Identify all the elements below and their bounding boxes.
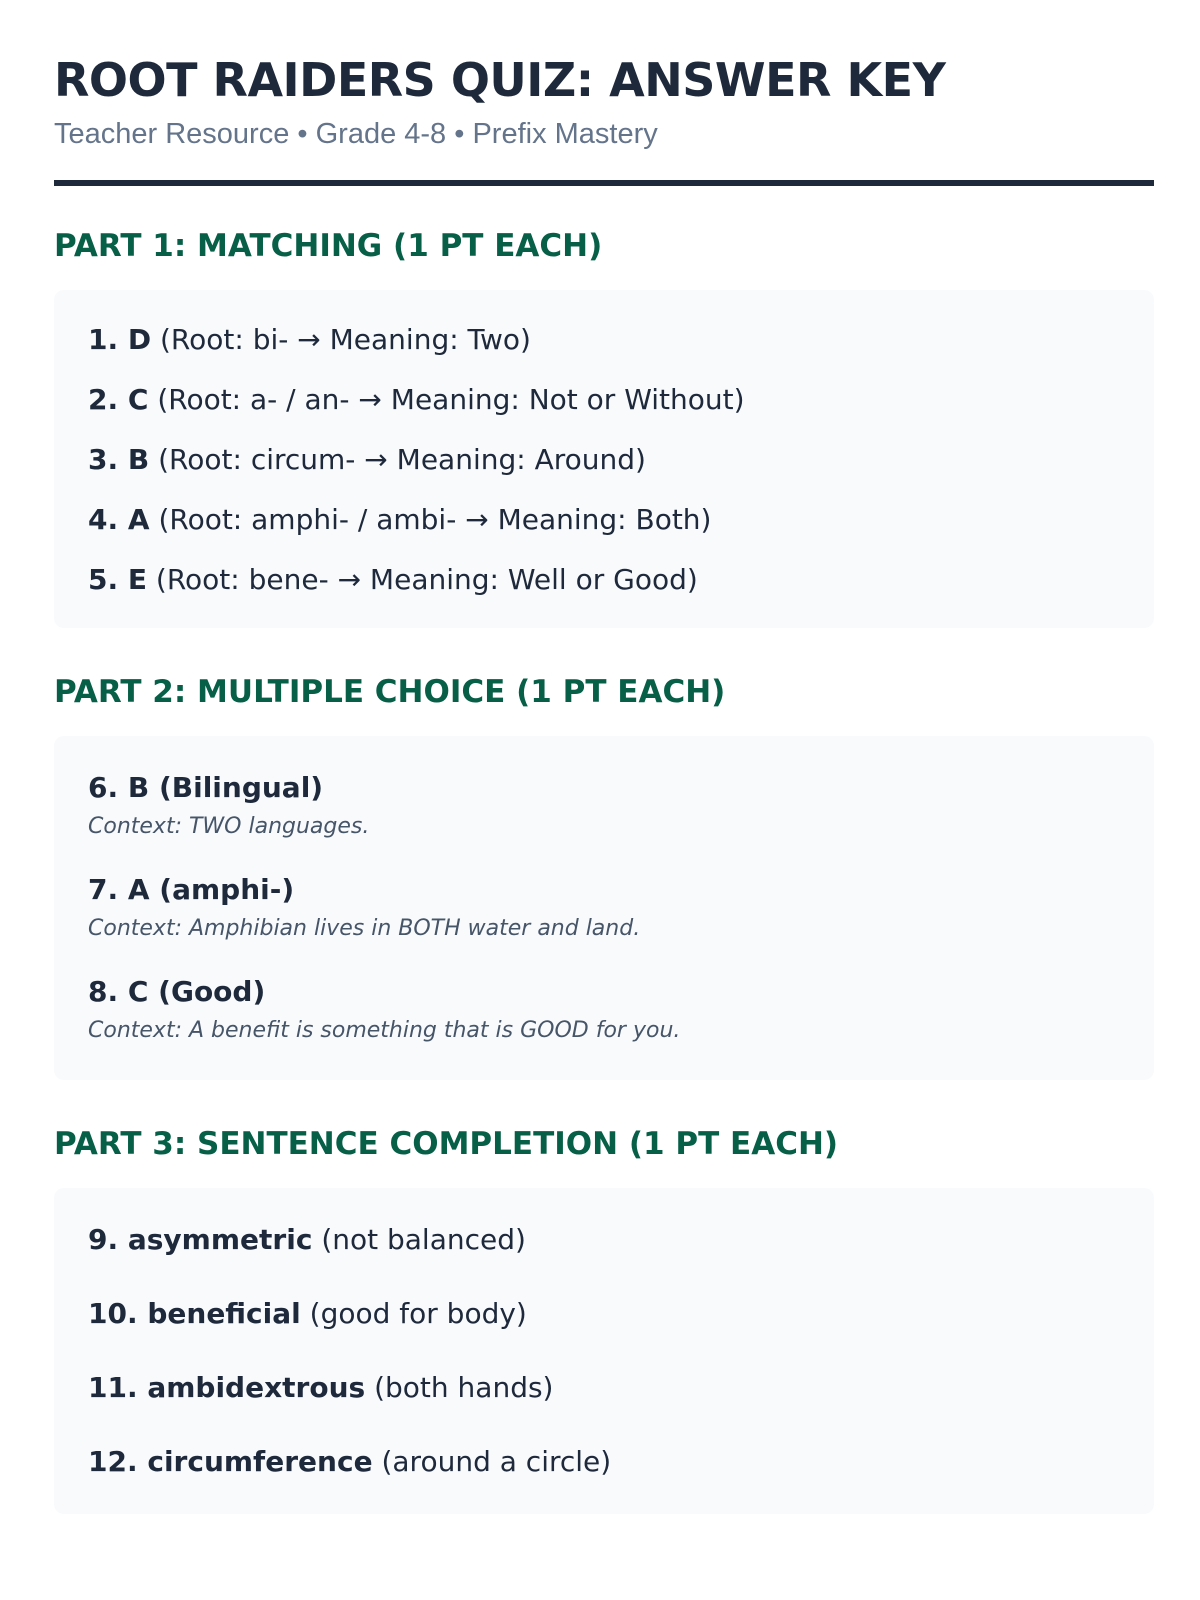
sentence-answer: 10. beneficial <box>88 1297 301 1330</box>
sentence-completion-item-12 <box>88 1444 1120 1480</box>
sentence-completion-item-11 <box>88 1370 1120 1406</box>
part2-panel <box>54 736 1154 1080</box>
matching-detail: (Root: circum- → Meaning: Around) <box>149 443 646 476</box>
matching-item-2 <box>88 382 1120 418</box>
matching-detail: (Root: bene- → Meaning: Well or Good) <box>147 563 698 596</box>
matching-answer: 3. B <box>88 443 150 476</box>
sentence-completion-item-9 <box>88 1222 1120 1258</box>
part1-panel <box>54 290 1154 628</box>
matching-detail: (Root: a- / an- → Meaning: Not or Without) <box>148 383 745 416</box>
multiple-choice-item-6 <box>88 770 1120 842</box>
matching-answer: 5. E <box>88 563 147 596</box>
multiple-choice-answer: 6. B (Bilingual) <box>88 771 324 804</box>
part2-heading: PART 2: MULTIPLE CHOICE (1 PT EACH) <box>54 674 726 710</box>
multiple-choice-answer: 7. A (amphi-) <box>88 873 295 906</box>
multiple-choice-context: Context: Amphibian lives in BOTH water and land. <box>88 916 641 941</box>
matching-detail: (Root: amphi- / ambi- → Meaning: Both) <box>149 503 712 536</box>
sentence-answer: 12. circumference <box>88 1445 373 1478</box>
matching-item-4 <box>88 502 1120 538</box>
multiple-choice-answer: 8. C (Good) <box>88 975 266 1008</box>
part3-panel <box>54 1188 1154 1514</box>
page-title: ROOT RAIDERS QUIZ: ANSWER KEY <box>54 53 946 107</box>
matching-answer: 2. C <box>88 383 149 416</box>
matching-answer: 1. D <box>88 323 152 356</box>
sentence-detail: (around a circle) <box>372 1445 612 1478</box>
sentence-answer: 9. asymmetric <box>88 1223 313 1256</box>
matching-item-1 <box>88 322 1120 358</box>
multiple-choice-item-7 <box>88 872 1120 944</box>
part1-heading: PART 1: MATCHING (1 PT EACH) <box>54 228 603 264</box>
sentence-detail: (good for body) <box>300 1297 527 1330</box>
matching-item-3 <box>88 442 1120 478</box>
matching-detail: (Root: bi- → Meaning: Two) <box>151 323 531 356</box>
multiple-choice-item-8 <box>88 974 1120 1046</box>
sentence-detail: (not balanced) <box>312 1223 526 1256</box>
sentence-completion-item-10 <box>88 1296 1120 1332</box>
part3-heading: PART 3: SENTENCE COMPLETION (1 PT EACH) <box>54 1126 839 1162</box>
matching-item-5 <box>88 562 1120 598</box>
matching-answer: 4. A <box>88 503 150 536</box>
page-subtitle: Teacher Resource • Grade 4-8 • Prefix Mastery <box>54 118 658 150</box>
sentence-answer: 11. ambidextrous <box>88 1371 366 1404</box>
header-divider <box>54 180 1154 186</box>
multiple-choice-context: Context: TWO languages. <box>88 814 370 839</box>
multiple-choice-context: Context: A benefit is something that is GOOD for you. <box>88 1018 681 1043</box>
sentence-detail: (both hands) <box>365 1371 554 1404</box>
